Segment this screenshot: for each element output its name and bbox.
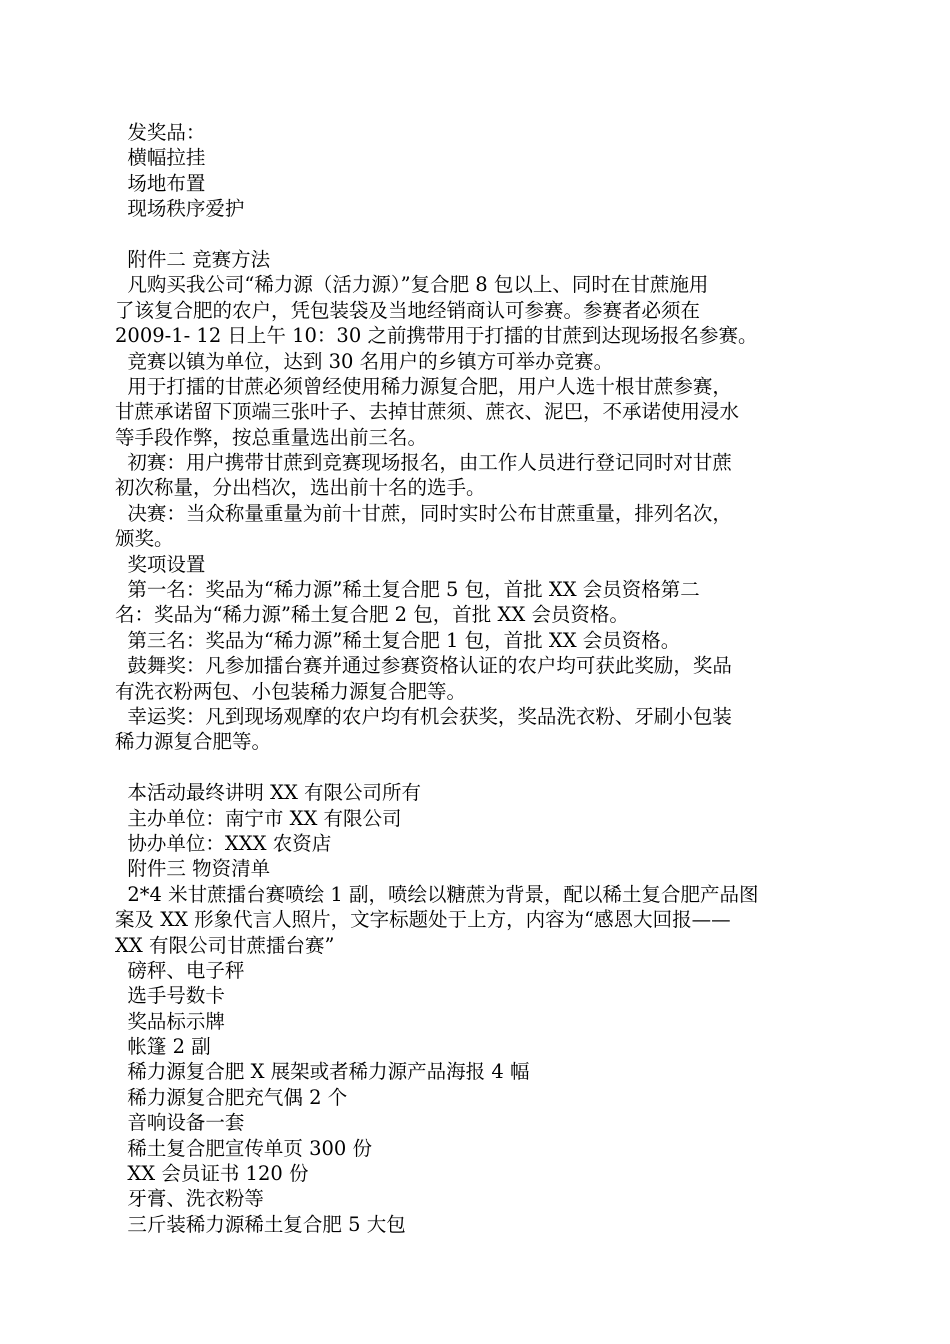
list-item: 稀土复合肥宣传单页 300 份 [115, 1136, 373, 1160]
section-heading: 附件三 物资清单 [115, 857, 271, 881]
text-line: 鼓舞奖：凡参加擂台赛并通过参赛资格认证的农户均可获此奖励，奖品 [115, 654, 732, 678]
text-line: 2009-1- 12 日上午 10：30 之前携带用于打擂的甘蔗到达现场报名参赛。 [115, 324, 758, 348]
blank-line [115, 222, 830, 247]
text-line: 幸运奖：凡到现场观摩的农户均有机会获奖，奖品洗衣粉、牙刷小包装 [115, 704, 732, 728]
list-item: 稀力源复合肥 X 展架或者稀力源产品海报 4 幅 [115, 1060, 530, 1084]
text-line: 发奖品： [115, 121, 206, 144]
list-item: 三斤装稀力源稀土复合肥 5 大包 [115, 1212, 406, 1236]
text-line: 竞赛以镇为单位，达到 30 名用户的乡镇方可举办竞赛。 [115, 349, 614, 373]
text-line: 案及 XX 形象代言人照片，文字标题处于上方，内容为“感恩大回报—— [115, 908, 731, 932]
text-line: 主办单位：南宁市 XX 有限公司 [115, 806, 402, 830]
text-line: 名：奖品为“稀力源”稀土复合肥 2 包，首批 XX 会员资格。 [115, 603, 629, 627]
text-line: 现场秩序爱护 [115, 197, 245, 221]
text-line: 场地布置 [115, 171, 206, 195]
text-line: 初赛：用户携带甘蔗到竞赛现场报名，由工作人员进行登记同时对甘蔗 [115, 451, 732, 475]
text-line: 有洗衣粉两包、小包装稀力源复合肥等。 [115, 679, 467, 703]
document-body [115, 120, 830, 1237]
text-line: 凡购买我公司“稀力源（活力源）”复合肥 8 包以上、同时在甘蔗施用 [115, 273, 709, 297]
list-item: 牙膏、洗衣粉等 [115, 1187, 264, 1211]
section-heading: 奖项设置 [115, 552, 206, 576]
list-item: 稀力源复合肥充气偶 2 个 [115, 1085, 348, 1109]
text-line: 初次称量，分出档次，选出前十名的选手。 [115, 476, 486, 500]
text-line: 本活动最终讲明 XX 有限公司所有 [115, 781, 422, 805]
section-heading: 附件二 竞赛方法 [115, 247, 271, 271]
text-line: 协办单位：XXX 农资店 [115, 831, 332, 855]
text-line: 稀力源复合肥等。 [115, 730, 272, 754]
text-line: 2*4 米甘蔗擂台赛喷绘 1 副，喷绘以糖蔗为背景，配以稀土复合肥产品图 [115, 882, 759, 906]
blank-line [115, 755, 830, 780]
list-item: 奖品标示牌 [115, 1009, 225, 1033]
list-item: 帐篷 2 副 [115, 1035, 211, 1059]
list-item: 选手号数卡 [115, 984, 225, 1008]
list-item: 音响设备一套 [115, 1111, 245, 1135]
text-line: 了该复合肥的农户，凭包装袋及当地经销商认可参赛。参赛者必须在 [115, 298, 701, 322]
text-line: 决赛：当众称量重量为前十甘蔗，同时实时公布甘蔗重量，排列名次， [115, 501, 732, 525]
text-line: 用于打擂的甘蔗必须曾经使用稀力源复合肥，用户人选十根甘蔗参赛， [115, 374, 732, 398]
text-line: 横幅拉挂 [115, 146, 206, 170]
list-item: 磅秤、电子秤 [115, 958, 245, 982]
list-item: XX 会员证书 120 份 [115, 1162, 309, 1186]
text-line: XX 有限公司甘蔗擂台赛” [115, 933, 335, 957]
text-line: 甘蔗承诺留下顶端三张叶子、去掉甘蔗须、蔗衣、泥巴，不承诺使用浸水 [115, 400, 740, 424]
text-line: 等手段作弊，按总重量选出前三名。 [115, 425, 428, 449]
text-line: 第三名：奖品为“稀力源”稀土复合肥 1 包，首批 XX 会员资格。 [115, 628, 681, 652]
text-line: 颁奖。 [115, 527, 174, 551]
text-line: 第一名：奖品为“稀力源”稀土复合肥 5 包，首批 XX 会员资格第二 [115, 578, 700, 602]
